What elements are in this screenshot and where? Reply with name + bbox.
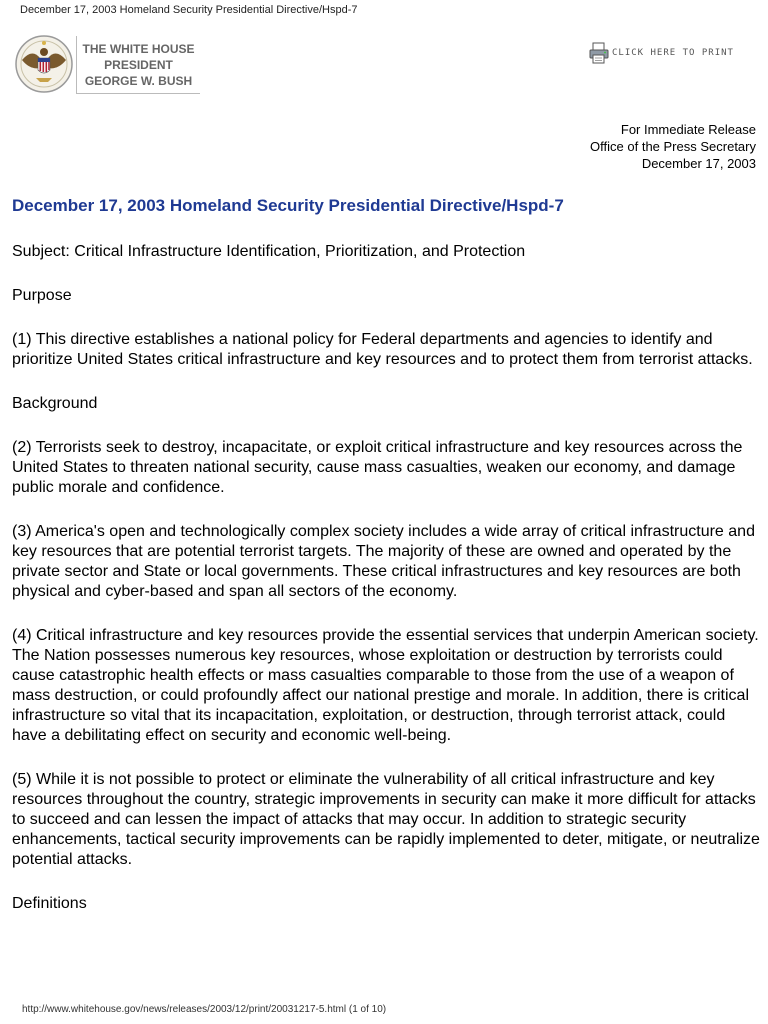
logo-line-name: GEORGE W. BUSH	[84, 74, 193, 88]
paragraph-5: (5) While it is not possible to protect or eliminate the vulnerability of all critical infrastructure and key resources throughout the country, strategic improvements in security can make it more difficult for attacks to succeed and can lessen the impact of attacks that may occur. In addition to strategic security enhancements, tactical security improvements can be rapidly implemented to deter, mitigate, or neutralize potential attacks.	[12, 771, 760, 868]
paragraph-1: (1) This directive establishes a national policy for Federal departments and agencies to identify and prioritize United States critical infrastructure and key resources and to protect them from terrorist attacks.	[12, 331, 753, 368]
printer-icon	[588, 42, 610, 64]
background-heading: Background	[12, 395, 98, 412]
page-footer-url: http://www.whitehouse.gov/news/releases/2003/12/print/20031217-5.html (1 of 10)	[22, 1004, 387, 1015]
paragraph-2: (2) Terrorists seek to destroy, incapacitate, or exploit critical infrastructure and key resources across the United States to threaten national security, cause mass casualties, weaken our economy, and damage public morale and confidence.	[12, 439, 743, 496]
purpose-heading: Purpose	[12, 287, 72, 304]
paragraph-4: (4) Critical infrastructure and key resources provide the essential services that underpin American society. The Nation possesses numerous key resources, whose exploitation or destruction by terrorists could cause catastrophic health effects or mass casualties comparable to those from the use of a weapon of mass destruction, or could profoundly affect our national prestige and morale. In addition, there is critical infrastructure so vital that its incapacitation, exploitation, or destruction, through terrorist attack, could have a debilitating effect on security and economic well-being.	[12, 627, 759, 744]
print-header: December 17, 2003 Homeland Security Presidential Directive/Hspd-7	[20, 4, 358, 16]
page-title: December 17, 2003 Homeland Security Presidential Directive/Hspd-7	[12, 196, 564, 215]
presidential-seal-icon	[14, 34, 74, 94]
print-link[interactable]	[588, 42, 734, 64]
definitions-heading: Definitions	[12, 895, 87, 912]
white-house-logo[interactable]	[14, 32, 194, 98]
logo-line-white-house: THE WHITE HOUSE	[82, 42, 195, 56]
release-date: December 17, 2003	[641, 156, 756, 171]
document-body	[12, 242, 760, 938]
release-type: For Immediate Release	[620, 122, 756, 137]
subject-line: Subject: Critical Infrastructure Identification, Prioritization, and Protection	[12, 243, 526, 260]
logo-text	[76, 36, 200, 94]
release-info	[590, 121, 756, 172]
release-office: Office of the Press Secretary	[590, 139, 756, 154]
paragraph-3: (3) America's open and technologically complex society includes a wide array of critical infrastructure and key resources that are potential terrorist targets. The majority of these are owned and operated by the private sector and State or local governments. These critical infrastructures and key resources are both physical and cyber-based and span all sectors of the economy.	[12, 523, 755, 600]
print-link-label[interactable]: CLICK HERE TO PRINT	[612, 48, 734, 58]
logo-line-president: PRESIDENT	[104, 58, 173, 72]
